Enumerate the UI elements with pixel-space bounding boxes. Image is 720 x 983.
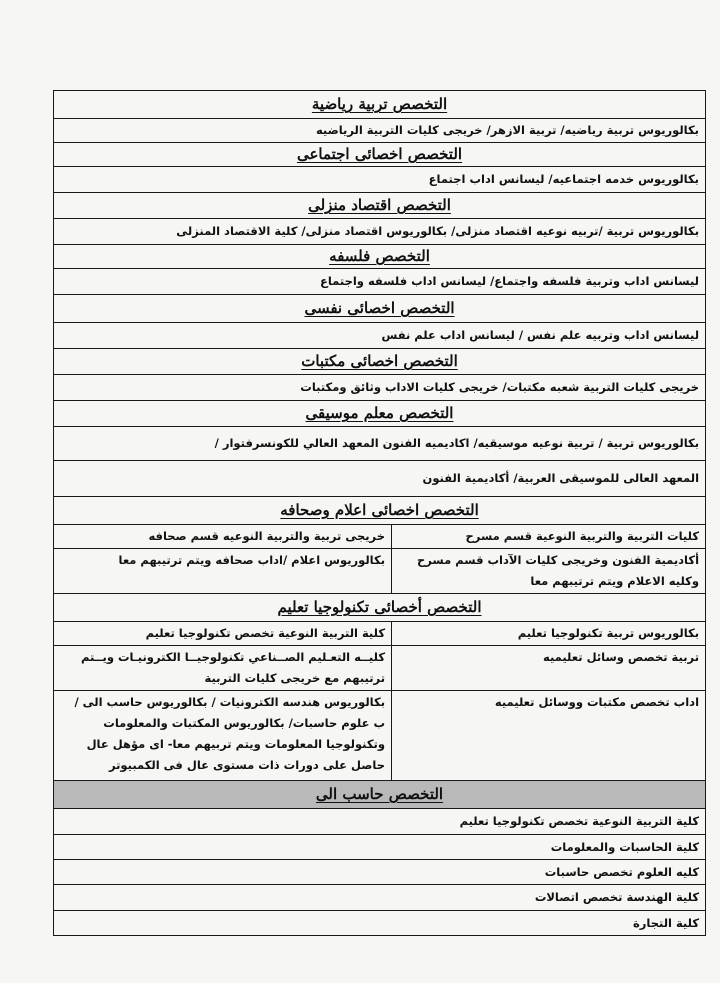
qualification-row: بكالوريوس تربية رياضيه/ تربية الازهر/ خريجى كليات التربية الرياضيه [54, 119, 706, 143]
qualification-row: بكالوريوس خدمه اجتماعيه/ ليسانس اداب اجتماع [54, 167, 706, 193]
qualification-row: ليسانس اداب وتربية فلسفه واجتماع/ ليسانس اداب فلسفه واجتماع [54, 269, 706, 295]
section-header: التخصص اخصائى مكتبات [54, 349, 706, 375]
qualification-cell: بكالوريوس تربية تكنولوجيا تعليم [392, 622, 706, 646]
qualification-cell: بكالوريوس هندسه الكترونيات / بكالوريوس حاسب الى / ب علوم حاسبات/ بكالوريوس المكتبات والمعلومات وتكنولوجيا المعلومات ويتم تربيهم معا- اى مؤهل عال حاصل على دورات ذات مستوى عال فى الكمبيوتر [54, 691, 392, 781]
section-header: التخصص حاسب الى [54, 781, 706, 809]
qualification-row: خريجى كليات التربية شعبه مكتبات/ خريجى كليات الاداب وثائق ومكتبات [54, 375, 706, 401]
qualification-row: كلية الهندسة تخصص اتصالات [54, 885, 706, 911]
section-header: التخصص اقتصاد منزلى [54, 193, 706, 219]
qualification-row: كلية التجارة [54, 911, 706, 936]
qualification-cell: أكاديمية الفنون وخريجى كليات الآداب قسم مسرح وكليه الاعلام ويتم ترتيبهم معا [392, 549, 706, 594]
section-header: التخصص فلسفه [54, 245, 706, 269]
qualification-row: كلية التربية النوعية تخصص تكنولوجيا تعليم [54, 809, 706, 835]
qualification-cell: كلية التربية النوعية تخصص تكنولوجيا تعليم [54, 622, 392, 646]
qualification-cell: كليــه التعـليم الصــناعي تكنولوجيــا الكترونيـات ويــتم ترتيبهم مع خريجى كليات التربية [54, 646, 392, 691]
qualification-row: ليسانس اداب وتربيه علم نفس / ليسانس اداب علم نفس [54, 323, 706, 349]
qualification-cell: خريجى تربية والتربية النوعيه قسم صحافه [54, 525, 392, 549]
section-header: التخصص معلم موسيقى [54, 401, 706, 427]
qualification-row: كليه العلوم تخصص حاسبات [54, 860, 706, 885]
section-header: التخصص أخصائى تكنولوجيا تعليم [54, 594, 706, 622]
qualification-cell: كليات التربية والتربية النوعية قسم مسرح [392, 525, 706, 549]
qualification-row: كلية الحاسبات والمعلومات [54, 835, 706, 860]
qualification-cell: بكالوريوس اعلام /اداب صحافه ويتم ترتيبهم معا [54, 549, 392, 594]
qualification-row: بكالوريوس تربية / تربية نوعيه موسيقيه/ اكاديميه الفنون المعهد العالي للكونسرفتوار / [54, 427, 706, 461]
section-header: التخصص اخصائى اجتماعى [54, 143, 706, 167]
qualification-row: بكالوريوس تربية /تربيه نوعيه اقتصاد منزلى/ بكالوريوس اقتصاد منزلى/ كلية الاقتصاد المنزلى [54, 219, 706, 245]
qualifications-table [53, 90, 706, 936]
qualification-cell: اداب تخصص مكتبات ووسائل تعليميه [392, 691, 706, 781]
section-header: التخصص اخصائى نفسى [54, 295, 706, 323]
section-header: التخصص تربية رياضية [54, 91, 706, 119]
qualification-cell: تربية تخصص وسائل تعليميه [392, 646, 706, 691]
section-header: التخصص اخصائى اعلام وصحافه [54, 497, 706, 525]
qualification-row: المعهد العالى للموسيقى العربية/ أكاديمية الفنون [54, 461, 706, 497]
